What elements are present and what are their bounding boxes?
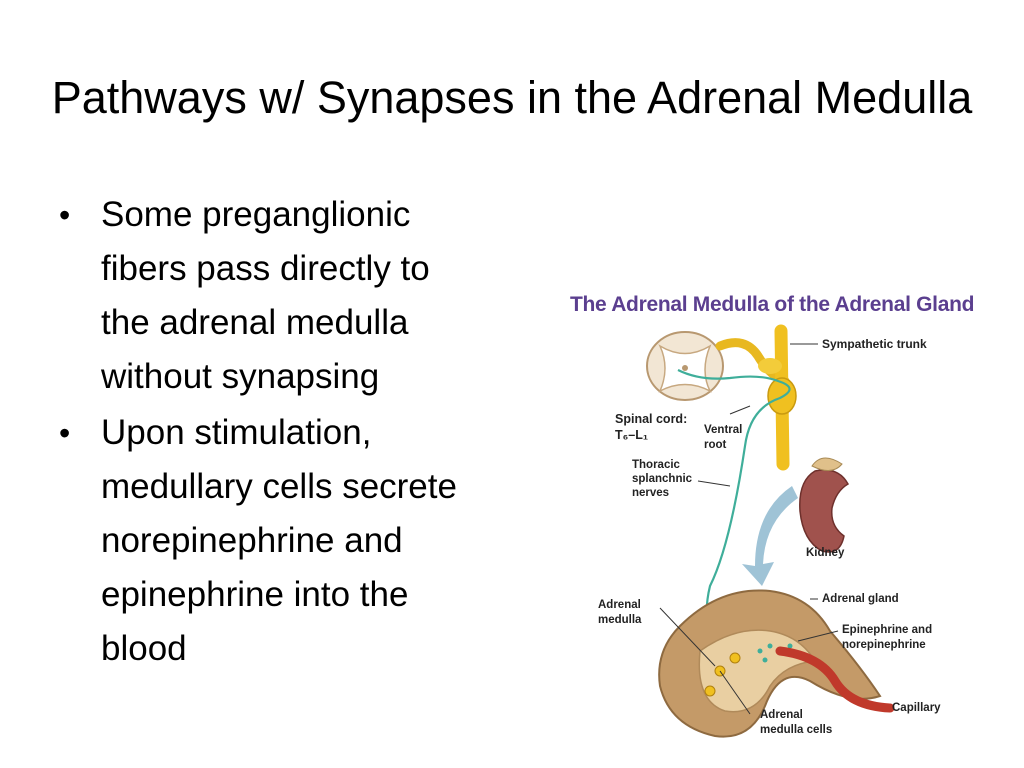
bullet-item-2 xyxy=(55,406,535,676)
adrenal-figure xyxy=(560,286,1000,756)
bullet-glyph: • xyxy=(59,415,71,451)
slide-title: Pathways w/ Synapses in the Adrenal Medulla xyxy=(51,72,973,123)
label-sympathetic-trunk: Sympathetic trunk xyxy=(822,337,927,351)
bullet-list xyxy=(55,188,535,678)
sympathetic-trunk-illustration xyxy=(720,331,796,464)
bullet-item-1 xyxy=(55,188,535,404)
bullet-line: without synapsing xyxy=(101,357,380,396)
label-adrenal-gland: Adrenal gland xyxy=(822,593,899,605)
label-adrenal-medulla-2: medulla xyxy=(598,614,642,626)
bullet-line: fibers pass directly to xyxy=(101,249,430,288)
label-medulla-cells-1: Adrenal xyxy=(760,709,803,721)
label-spinal-cord: Spinal cord: xyxy=(615,412,688,426)
bullet-line: norepinephrine and xyxy=(101,521,403,560)
label-kidney: Kidney xyxy=(806,547,845,559)
bullet-glyph: • xyxy=(59,197,71,233)
label-epinephrine-2: norepinephrine xyxy=(842,639,926,651)
bullet-line: the adrenal medulla xyxy=(101,303,409,342)
label-ventral-root-1: Ventral xyxy=(704,424,743,436)
bullet-line: Upon stimulation, xyxy=(101,413,372,452)
label-thoracic-2: splanchnic xyxy=(632,473,693,485)
label-capillary: Capillary xyxy=(892,702,941,714)
bullet-line: medullary cells secrete xyxy=(101,467,457,506)
bullet-line: blood xyxy=(101,629,187,668)
label-medulla-cells-2: medulla cells xyxy=(760,724,833,736)
label-ventral-root-2: root xyxy=(704,439,727,451)
spinal-cord-illustration xyxy=(647,332,723,400)
zoom-arrow-icon xyxy=(742,486,798,586)
label-thoracic-3: nerves xyxy=(632,487,670,499)
label-thoracic-1: Thoracic xyxy=(632,459,680,471)
label-spinal-cord-levels: T₆–L₁ xyxy=(615,428,649,442)
bullet-line: epinephrine into the xyxy=(101,575,409,614)
figure-title: The Adrenal Medulla of the Adrenal Gland xyxy=(570,293,975,316)
kidney-illustration xyxy=(800,458,848,552)
label-epinephrine-1: Epinephrine and xyxy=(842,624,933,636)
bullet-line: Some preganglionic xyxy=(101,195,411,234)
label-adrenal-medulla-1: Adrenal xyxy=(598,599,641,611)
adrenal-diagram xyxy=(560,286,1000,756)
